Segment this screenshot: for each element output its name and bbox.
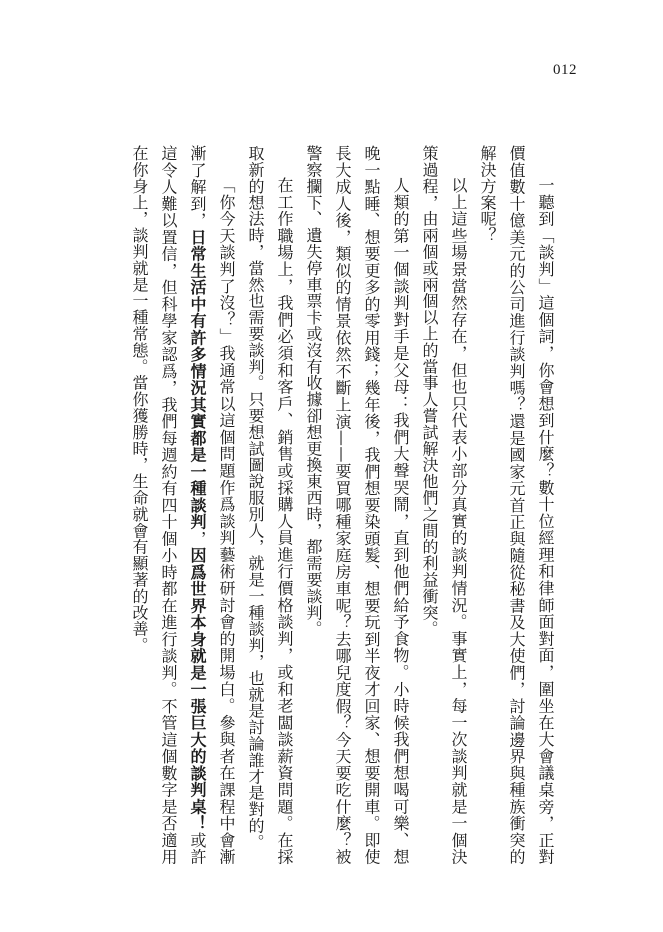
text-segment: 或許這令人難以置信，但科學家認爲，我們每週約有四十個小時都在進行談判。不管這個數字是否適用在你身上，談判就是一種常態。當你獲勝時，生命就會有顯著的改善。 [130,145,207,865]
bold-text-segment: 因爲世界本身就是一張巨大的談判桌！ [188,547,207,832]
text-segment: 在工作職場上，我們必須和客戶、銷售或採購人員進行價格談判，或和老闆談薪資問題。在採取新的想法時，當然也需要談判。只要想試圖說服別人，就是一種談判，也就是討論誰才是對的。 [246,145,294,865]
page-number: 012 [553,62,577,78]
bold-text-segment: 日常生活中有許多情況其實都是一種談判 [188,228,207,531]
text-segment: ， [188,530,207,548]
paragraph [125,145,241,865]
paragraph [241,145,299,865]
text-segment: 以上這些場景當然存在，但也只代表小部分真實的談判情況。事實上，每一次談判就是一個決策過程，由兩個或兩個以上的當事人嘗試解決他們之間的利益衝突。 [420,145,468,865]
body-text [110,145,560,865]
paragraph [299,145,415,865]
text-segment: 人類的第一個談判對手是父母：我們大聲哭鬧，直到他們給予食物。小時候我們想喝可樂、想晚一點睡、想要更多的零用錢；幾年後，我們想要染頭髮、想要玩到半夜才回家、想要開車。即使長大成人後，類似的情景依然不斷上演——要買哪種家庭房車呢？去哪兒度假？今天要吃什麼？被警察攔下、遺失停車票卡或沒有收據卻想更換東西時，都需要談判。 [304,145,410,865]
text-segment: 「你今天談判了沒？」我通常以這個問題作爲談判藝術研討會的開場白。參與者在課程中會漸漸了解到， [188,145,236,865]
paragraph [415,145,473,865]
paragraph [473,145,560,865]
text-segment: 一聽到「談判」這個詞，你會想到什麼？數十位經理和律師面對面，圍坐在大會議桌旁，正對價值數十億美元的公司進行談判嗎？還是國家元首正與隨從秘書及大使們，討論邊界與種族衝突的解決方案呢？ [478,145,555,865]
